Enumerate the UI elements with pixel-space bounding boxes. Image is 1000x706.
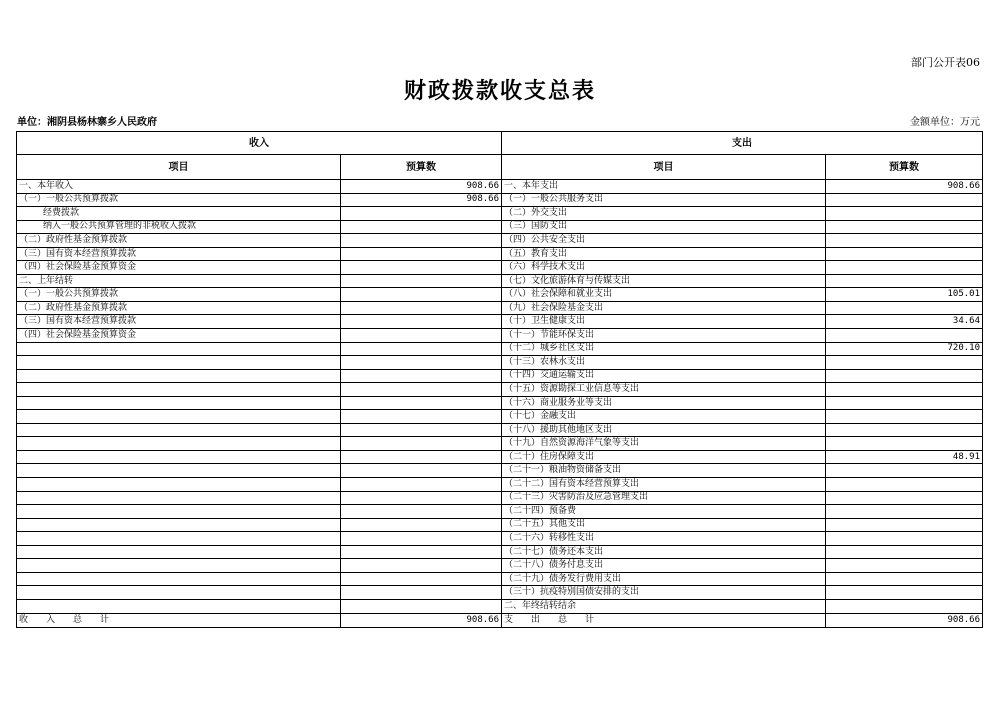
- expense-amount-cell: 105.01: [826, 288, 983, 302]
- table-row: [17, 301, 983, 315]
- expense-item-cell: （九）社会保险基金支出: [502, 301, 826, 315]
- expense-amount-cell: [826, 207, 983, 221]
- expense-item-cell: （二十三）灾害防治及应急管理支出: [502, 491, 826, 505]
- expense-amount-cell: [826, 478, 983, 492]
- income-item-cell: [17, 396, 341, 410]
- income-amount-cell: [341, 369, 502, 383]
- income-item-cell: 纳入一般公共预算管理的非税收入拨款: [17, 220, 341, 234]
- expense-amount-cell: [826, 423, 983, 437]
- expense-amount-cell: 908.66: [826, 180, 983, 194]
- income-amount-cell: [341, 396, 502, 410]
- expense-amount-cell: [826, 329, 983, 343]
- section-header-row: [17, 132, 983, 155]
- table-row: [17, 315, 983, 329]
- income-amount-cell: [341, 301, 502, 315]
- expense-item-cell: （二十六）转移性支出: [502, 532, 826, 546]
- income-amount-cell: [341, 599, 502, 613]
- income-budget-header: 预算数: [341, 155, 502, 180]
- income-item-cell: [17, 464, 341, 478]
- table-row: [17, 586, 983, 600]
- expense-item-cell: （十三）农林水支出: [502, 356, 826, 370]
- table-row: [17, 193, 983, 207]
- table-row: [17, 342, 983, 356]
- budget-table: [16, 131, 983, 628]
- income-amount-cell: [341, 572, 502, 586]
- expense-section-header: 支出: [502, 132, 983, 155]
- income-item-cell: [17, 559, 341, 573]
- table-row: [17, 396, 983, 410]
- table-row: [17, 545, 983, 559]
- income-amount-cell: [341, 383, 502, 397]
- income-item-cell: [17, 586, 341, 600]
- income-amount-cell: [341, 315, 502, 329]
- expense-amount-cell: [826, 491, 983, 505]
- income-amount-cell: [341, 586, 502, 600]
- income-item-cell: （三）国有资本经营预算拨款: [17, 315, 341, 329]
- expense-item-cell: （十四）交通运输支出: [502, 369, 826, 383]
- income-item-cell: 二、上年结转: [17, 274, 341, 288]
- expense-amount-cell: [826, 599, 983, 613]
- income-item-cell: （二）政府性基金预算拨款: [17, 301, 341, 315]
- table-row: [17, 288, 983, 302]
- expense-item-cell: （十九）自然资源海洋气象等支出: [502, 437, 826, 451]
- expense-budget-header: 预算数: [826, 155, 983, 180]
- income-item-cell: [17, 383, 341, 397]
- expense-item-cell: （五）教育支出: [502, 247, 826, 261]
- expense-item-cell: （八）社会保障和就业支出: [502, 288, 826, 302]
- table-row: [17, 478, 983, 492]
- expense-amount-cell: [826, 301, 983, 315]
- expense-item-cell: （十二）城乡社区支出: [502, 342, 826, 356]
- expense-item-cell: （二）外交支出: [502, 207, 826, 221]
- income-amount-cell: [341, 518, 502, 532]
- income-item-cell: [17, 450, 341, 464]
- income-amount-cell: [341, 410, 502, 424]
- income-item-header: 项目: [17, 155, 341, 180]
- expense-item-cell: 一、本年支出: [502, 180, 826, 194]
- income-amount-cell: [341, 545, 502, 559]
- income-amount-cell: [341, 261, 502, 275]
- table-row: [17, 599, 983, 613]
- income-item-cell: [17, 369, 341, 383]
- income-item-cell: [17, 572, 341, 586]
- table-row: [17, 450, 983, 464]
- table-row: [17, 491, 983, 505]
- expense-amount-cell: [826, 396, 983, 410]
- income-amount-cell: [341, 478, 502, 492]
- table-row: [17, 518, 983, 532]
- income-item-cell: [17, 356, 341, 370]
- expense-amount-cell: [826, 572, 983, 586]
- expense-amount-cell: [826, 369, 983, 383]
- expense-item-cell: （十七）金融支出: [502, 410, 826, 424]
- income-amount-cell: [341, 559, 502, 573]
- table-row: [17, 410, 983, 424]
- income-amount-cell: [341, 356, 502, 370]
- amount-unit-label: 金额单位：万元: [910, 117, 980, 128]
- expense-item-cell: （二十二）国有资本经营预算支出: [502, 478, 826, 492]
- expense-amount-cell: 48.91: [826, 450, 983, 464]
- expense-amount-cell: [826, 586, 983, 600]
- expense-amount-cell: [826, 532, 983, 546]
- unit-label: 单位：湘阴县杨林寨乡人民政府: [17, 117, 157, 128]
- income-item-cell: 经费拨款: [17, 207, 341, 221]
- expense-item-cell: （二十五）其他支出: [502, 518, 826, 532]
- expense-amount-cell: [826, 234, 983, 248]
- income-item-cell: （四）社会保险基金预算资金: [17, 261, 341, 275]
- income-item-cell: [17, 505, 341, 519]
- table-row: [17, 247, 983, 261]
- table-row: [17, 559, 983, 573]
- income-amount-cell: [341, 342, 502, 356]
- expense-amount-cell: [826, 220, 983, 234]
- form-code: 部门公开表06: [911, 56, 980, 69]
- expense-amount-cell: [826, 383, 983, 397]
- expense-total-label: 支 出 总 计: [502, 613, 826, 627]
- income-amount-cell: [341, 247, 502, 261]
- table-row: [17, 369, 983, 383]
- income-amount-cell: [341, 288, 502, 302]
- expense-amount-cell: [826, 559, 983, 573]
- table-row: [17, 464, 983, 478]
- column-header-row: [17, 155, 983, 180]
- table-row: [17, 329, 983, 343]
- table-row: [17, 437, 983, 451]
- expense-item-cell: （四）公共安全支出: [502, 234, 826, 248]
- income-item-cell: [17, 545, 341, 559]
- income-item-cell: 一、本年收入: [17, 180, 341, 194]
- income-item-cell: [17, 518, 341, 532]
- expense-item-cell: （十一）节能环保支出: [502, 329, 826, 343]
- expense-item-cell: （二十）住房保障支出: [502, 450, 826, 464]
- table-row: [17, 356, 983, 370]
- expense-item-cell: （十六）商业服务业等支出: [502, 396, 826, 410]
- income-item-cell: （四）社会保险基金预算资金: [17, 329, 341, 343]
- income-amount-cell: [341, 437, 502, 451]
- table-row: [17, 423, 983, 437]
- table-row: [17, 572, 983, 586]
- expense-item-cell: （二十一）粮油物资储备支出: [502, 464, 826, 478]
- income-item-cell: [17, 532, 341, 546]
- expense-amount-cell: [826, 193, 983, 207]
- income-amount-cell: 908.66: [341, 193, 502, 207]
- income-item-cell: （二）政府性基金预算拨款: [17, 234, 341, 248]
- expense-item-cell: （十）卫生健康支出: [502, 315, 826, 329]
- income-amount-cell: [341, 491, 502, 505]
- table-row: [17, 274, 983, 288]
- table-row: [17, 383, 983, 397]
- income-item-cell: （三）国有资本经营预算拨款: [17, 247, 341, 261]
- expense-item-cell: （二十九）债务发行费用支出: [502, 572, 826, 586]
- income-amount-cell: [341, 234, 502, 248]
- income-item-cell: [17, 423, 341, 437]
- expense-amount-cell: [826, 274, 983, 288]
- expense-item-cell: （十八）援助其他地区支出: [502, 423, 826, 437]
- table-row: [17, 220, 983, 234]
- expense-item-cell: （三）国防支出: [502, 220, 826, 234]
- income-item-cell: [17, 410, 341, 424]
- expense-amount-cell: [826, 410, 983, 424]
- expense-amount-cell: [826, 545, 983, 559]
- table-row: [17, 505, 983, 519]
- expense-item-header: 项目: [502, 155, 826, 180]
- expense-amount-cell: [826, 247, 983, 261]
- income-amount-cell: [341, 464, 502, 478]
- income-amount-cell: [341, 274, 502, 288]
- income-total-label: 收 入 总 计: [17, 613, 341, 627]
- expense-item-cell: （二十七）债务还本支出: [502, 545, 826, 559]
- income-item-cell: [17, 437, 341, 451]
- income-amount-cell: [341, 505, 502, 519]
- expense-item-cell: （一）一般公共服务支出: [502, 193, 826, 207]
- income-item-cell: （一）一般公共预算拨款: [17, 288, 341, 302]
- income-amount-cell: [341, 220, 502, 234]
- income-amount-cell: [341, 329, 502, 343]
- table-row: [17, 261, 983, 275]
- expense-item-cell: （十五）资源勘探工业信息等支出: [502, 383, 826, 397]
- totals-row: [17, 613, 983, 627]
- expense-amount-cell: [826, 261, 983, 275]
- expense-amount-cell: [826, 437, 983, 451]
- expense-amount-cell: [826, 356, 983, 370]
- expense-amount-cell: [826, 464, 983, 478]
- income-item-cell: [17, 599, 341, 613]
- income-item-cell: [17, 342, 341, 356]
- expense-amount-cell: [826, 518, 983, 532]
- page-title: 财政拨款收支总表: [403, 78, 596, 104]
- income-item-cell: [17, 478, 341, 492]
- income-amount-cell: [341, 532, 502, 546]
- expense-item-cell: （七）文化旅游体育与传媒支出: [502, 274, 826, 288]
- table-row: [17, 532, 983, 546]
- income-amount-cell: [341, 450, 502, 464]
- table-row: [17, 234, 983, 248]
- expense-amount-cell: 34.64: [826, 315, 983, 329]
- income-item-cell: [17, 491, 341, 505]
- income-amount-cell: [341, 207, 502, 221]
- income-section-header: 收入: [17, 132, 502, 155]
- income-item-cell: （一）一般公共预算拨款: [17, 193, 341, 207]
- expense-item-cell: （二十八）债务付息支出: [502, 559, 826, 573]
- expense-amount-cell: 720.10: [826, 342, 983, 356]
- expense-item-cell: （六）科学技术支出: [502, 261, 826, 275]
- expense-item-cell: （二十四）预备费: [502, 505, 826, 519]
- income-amount-cell: [341, 423, 502, 437]
- income-amount-cell: 908.66: [341, 180, 502, 194]
- table-row: [17, 180, 983, 194]
- table-row: [17, 207, 983, 221]
- expense-item-cell: 二、年终结转结余: [502, 599, 826, 613]
- income-total-amount: 908.66: [341, 613, 502, 627]
- expense-amount-cell: [826, 505, 983, 519]
- expense-item-cell: （三十）抗疫特别国债安排的支出: [502, 586, 826, 600]
- expense-total-amount: 908.66: [826, 613, 983, 627]
